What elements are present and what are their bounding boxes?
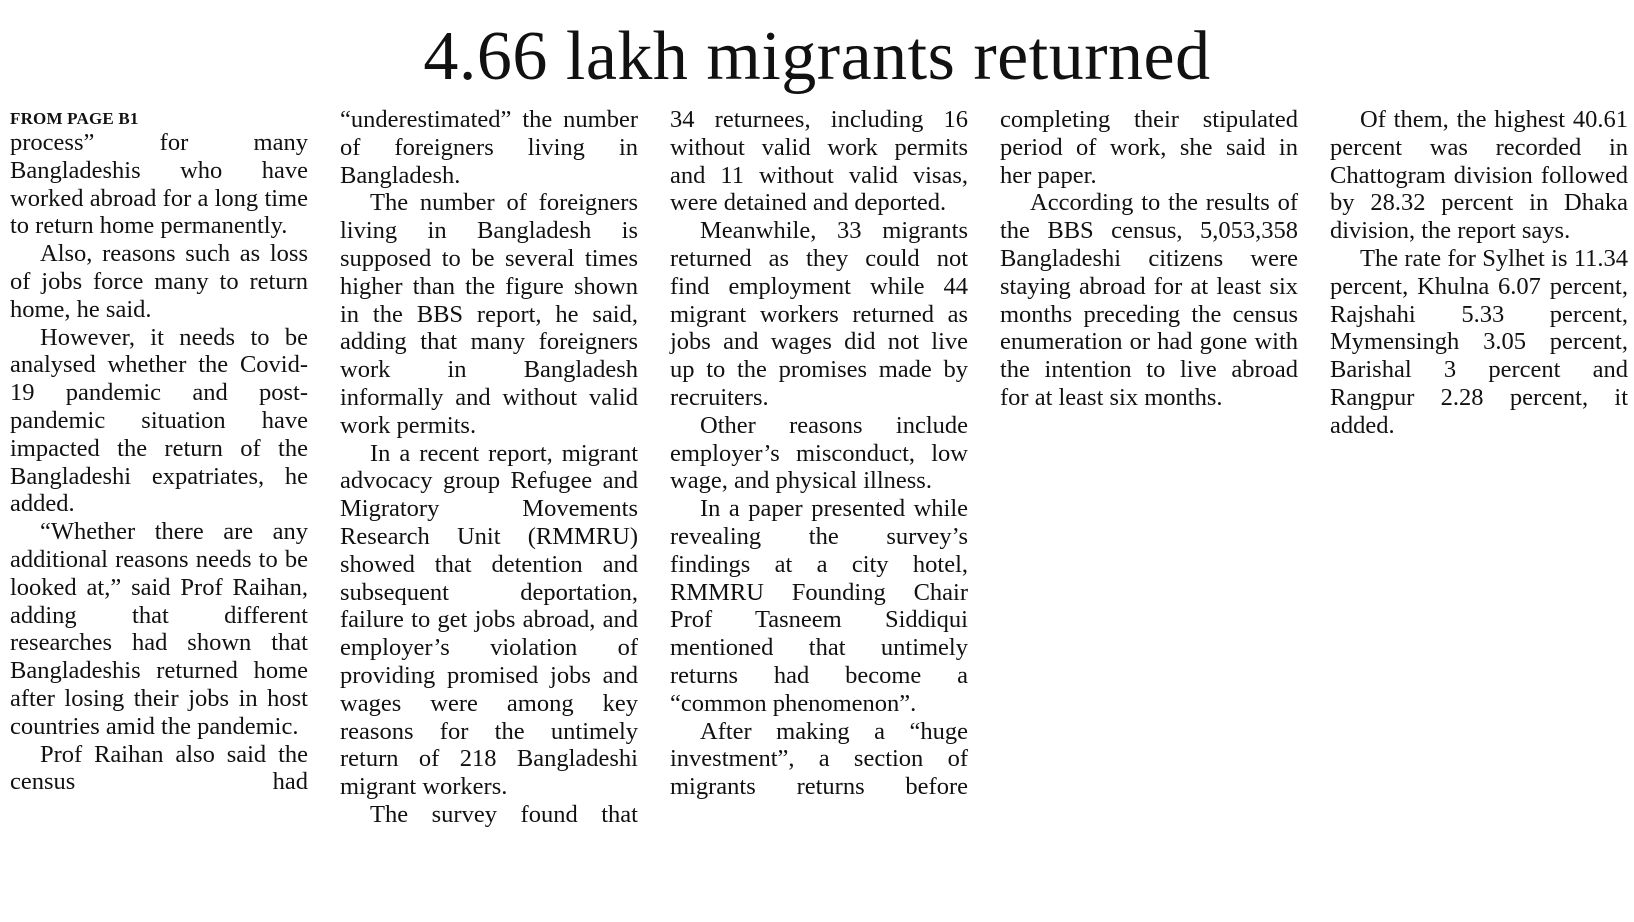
- headline: 4.66 lakh migrants returned: [423, 18, 1211, 95]
- paragraph: After making a “huge investment”, a section of migrants returns before: [670, 717, 968, 801]
- paragraph: The survey found that: [370, 800, 638, 828]
- article-column-5: [1330, 106, 1628, 440]
- article-column-4: [1000, 106, 1298, 412]
- paragraph: In a recent report, migrant advocacy group Refugee and Migratory Movements Research Unit (RMMRU) showed that detention and subsequent deportation, failure to get jobs abroad, and employer’s violation of providing promised jobs and wages were among key reasons for the untimely return of 218 Bangladeshi migrant workers.: [340, 439, 638, 801]
- paragraph: 34 returnees, including 16 without valid work permits and 11 without valid visas, were detained and deported.: [670, 106, 968, 217]
- paragraph: Other reasons include employer’s misconduct, low wage, and physical illness.: [670, 411, 968, 495]
- article-column-1: [10, 106, 308, 796]
- article-column-2: [340, 106, 638, 829]
- paragraph: However, it needs to be analysed whether the Covid-19 pandemic and post-pandemic situation have impacted the return of the Bangladeshi expatriates, he added.: [10, 323, 308, 518]
- paragraph: Meanwhile, 33 migrants returned as they could not find employment while 44 migrant workers returned as jobs and wages did not live up to the promises made by recruiters.: [670, 217, 968, 411]
- paragraph: “Whether there are any additional reasons needs to be looked at,” said Prof Raihan, adding that different researches had shown that Bangladeshis returned home after losing their jobs in host countries amid the pandemic.: [10, 518, 308, 740]
- paragraph: The number of foreigners living in Bangladesh is supposed to be several times higher than the figure shown in the BBS report, he said, adding that many foreigners work in Bangladesh informally and without valid work permits.: [340, 189, 638, 439]
- paragraph: In a paper presented while revealing the survey’s findings at a city hotel, RMMRU Founding Chair Prof Tasneem Siddiqui mentioned that untimely returns had become a “common phenomenon”.: [670, 495, 968, 717]
- paragraph: completing their stipulated period of work, she said in her paper.: [1000, 106, 1298, 189]
- continuation-kicker: FROM PAGE B1: [10, 109, 139, 128]
- paragraph: process” for many Bangladeshis who have worked abroad for a long time to return home permanently.: [10, 129, 308, 240]
- paragraph: According to the results of the BBS census, 5,053,358 Bangladeshi citizens were staying abroad for at least six months preceding the census enumeration or had gone with the intention to live abroad for at least six months.: [1000, 189, 1298, 411]
- paragraph: The rate for Sylhet is 11.34 percent, Khulna 6.07 percent, Rajshahi 5.33 percent, Mymensingh 3.05 percent, Barishal 3 percent and Rangpur 2.28 percent, it added.: [1330, 244, 1628, 439]
- paragraph: Also, reasons such as loss of jobs force many to return home, he said.: [10, 240, 308, 323]
- paragraph: Of them, the highest 40.61 percent was recorded in Chattogram division followed by 28.32 percent in Dhaka division, the report says.: [1330, 106, 1628, 245]
- paragraph: “underestimated” the number of foreigners living in Bangladesh.: [340, 106, 638, 189]
- paragraph: Prof Raihan also said the census had: [10, 740, 308, 796]
- article-column-3: [670, 106, 968, 801]
